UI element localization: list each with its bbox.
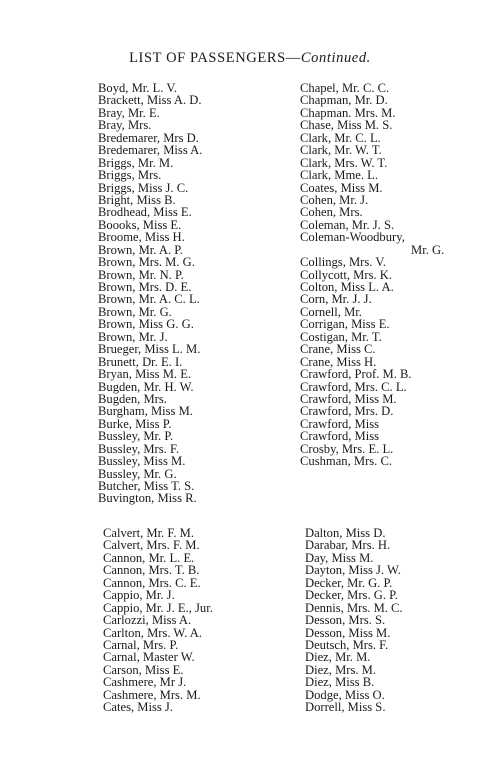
passenger-entry: Carlton, Mrs. W. A. <box>103 625 203 640</box>
passenger-entry: Collycott, Mrs. K. <box>300 267 393 282</box>
passenger-entry: Briggs, Miss J. C. <box>98 180 189 195</box>
passenger-entry: Clark, Mme. L. <box>300 168 378 183</box>
passenger-column-right-bottom <box>305 527 403 714</box>
passenger-entry: Deutsch, Mrs. F. <box>305 637 389 652</box>
passenger-entry: Bussley, Mr. G. <box>98 466 177 481</box>
passenger-entry: Cashmere, Mr J. <box>103 675 187 690</box>
passenger-entry: Dayton, Miss J. W. <box>305 563 401 578</box>
passenger-entry: Calvert, Mrs. F. M. <box>103 538 200 553</box>
passenger-entry: Diez, Mrs. M. <box>305 662 377 677</box>
passenger-column-left-bottom <box>103 527 213 714</box>
passenger-entry: Cannon, Mrs. C. E. <box>103 575 201 590</box>
passenger-entry: Brodhead, Miss E. <box>98 205 192 220</box>
passenger-entry: Mr. G. <box>411 242 445 257</box>
passenger-entry: Decker, Mr. G. P. <box>305 575 393 590</box>
passenger-entry: Bussley, Mr. P. <box>98 429 174 444</box>
passenger-entry: Cappio, Mr. J. E., Jur. <box>103 600 213 615</box>
passenger-entry: Burke, Miss P. <box>98 416 172 431</box>
passenger-entry: Cappio, Mr. J. <box>103 588 175 603</box>
passenger-entry: Desson, Mrs. S. <box>305 613 386 628</box>
passenger-entry: Bright, Miss B. <box>98 192 176 207</box>
passenger-entry: Corrigan, Miss E. <box>300 317 390 332</box>
passenger-entry: Chapman. Mrs. M. <box>300 105 396 120</box>
passenger-entry: Bussley, Mrs. F. <box>98 441 180 456</box>
passenger-entry: Dodge, Miss O. <box>305 687 385 702</box>
passenger-entry: Cohen, Mrs. <box>300 205 363 220</box>
passenger-entry: Brown, Mr. N. P. <box>98 267 184 282</box>
passenger-entry: Dennis, Mrs. M. C. <box>305 600 403 615</box>
passenger-entry: Dalton, Miss D. <box>305 526 386 540</box>
passenger-column-left-top <box>98 82 202 505</box>
passenger-entry: Clark, Mr. W. T. <box>300 143 382 158</box>
passenger-entry: Burgham, Miss M. <box>98 404 193 419</box>
passenger-entry: Calvert, Mr. F. M. <box>103 526 194 540</box>
passenger-entry: Crawford, Mrs. C. L. <box>300 379 407 394</box>
passenger-entry: Crawford, Miss <box>300 416 380 431</box>
passenger-entry: Brown, Mr. J. <box>98 329 168 344</box>
passenger-entry: Costigan, Mr. T. <box>300 329 382 344</box>
passenger-entry: Brown, Mr. G. <box>98 304 172 319</box>
title-main: LIST OF PASSENGERS— <box>129 50 301 66</box>
passenger-entry: Chapel, Mr. C. C. <box>300 81 390 95</box>
passenger-entry: Crawford, Miss <box>300 429 380 444</box>
passenger-entry: Carson, Miss E. <box>103 662 184 677</box>
passenger-entry: Day, Miss M. <box>305 550 374 565</box>
passenger-entry: Cannon, Mr. L. E. <box>103 550 195 565</box>
passenger-entry: Brown, Mr. A. C. L. <box>98 292 200 307</box>
passenger-entry: Bray, Mr. E. <box>98 105 160 120</box>
passenger-entry: Coates, Miss M. <box>300 180 383 195</box>
passenger-entry: Darabar, Mrs. H. <box>305 538 391 553</box>
passenger-entry: Decker, Mrs. G. P. <box>305 588 398 603</box>
passenger-entry: Boooks, Miss E. <box>98 217 182 232</box>
passenger-entry: Carnal, Master W. <box>103 650 195 665</box>
passenger-entry: Cates, Miss J. <box>103 700 173 715</box>
passenger-entry: Bredemarer, Mrs D. <box>98 130 199 145</box>
passenger-entry: Briggs, Mr. M. <box>98 155 174 170</box>
passenger-entry: Collings, Mrs. V. <box>300 255 386 270</box>
passenger-column-right-top <box>300 82 444 468</box>
passenger-entry: Brown, Mrs. M. G. <box>98 255 195 270</box>
passenger-entry: Crane, Miss C. <box>300 342 376 357</box>
page-title <box>0 50 500 67</box>
passenger-entry: Crosby, Mrs. E. L. <box>300 441 394 456</box>
passenger-entry: Carlozzi, Miss A. <box>103 613 192 628</box>
passenger-entry: Clark, Mr. C. L. <box>300 130 381 145</box>
passenger-entry: Brown, Miss G. G. <box>98 317 194 332</box>
passenger-entry: Cashmere, Mrs. M. <box>103 687 201 702</box>
passenger-entry: Brown, Mr. A. P. <box>98 242 184 257</box>
title-continued: Continued. <box>300 50 371 66</box>
passenger-entry: Butcher, Miss T. S. <box>98 479 195 493</box>
passenger-entry: Chapman, Mr. D. <box>300 93 388 108</box>
passenger-entry: Brackett, Miss A. D. <box>98 93 202 108</box>
passenger-entry: Coleman-Woodbury, <box>300 230 405 245</box>
passenger-entry: Bryan, Miss M. E. <box>98 367 192 382</box>
passenger-entry: Coleman, Mr. J. S. <box>300 217 395 232</box>
passenger-entry: Bray, Mrs. <box>98 118 152 133</box>
passenger-entry: Broome, Miss H. <box>98 230 185 245</box>
passenger-entry: Crawford, Prof. M. B. <box>300 367 412 382</box>
passenger-entry: Diez, Mr. M. <box>305 650 371 665</box>
passenger-entry: Carnal, Mrs. P. <box>103 637 179 652</box>
passenger-entry: Crawford, Miss M. <box>300 391 397 406</box>
passenger-entry: Cushman, Mrs. C. <box>300 454 393 469</box>
passenger-entry: Colton, Miss L. A. <box>300 280 394 294</box>
passenger-entry: Bredemarer, Miss A. <box>98 143 203 158</box>
passenger-entry: Chase, Miss M. S. <box>300 118 393 133</box>
passenger-entry: Diez, Miss B. <box>305 675 375 690</box>
passenger-entry: Crawford, Mrs. D. <box>300 404 394 419</box>
passenger-entry: Cohen, Mr. J. <box>300 192 369 207</box>
passenger-entry: Briggs, Mrs. <box>98 168 162 183</box>
passenger-entry: Desson, Miss M. <box>305 625 391 640</box>
passenger-entry: Brueger, Miss L. M. <box>98 342 201 357</box>
passenger-entry: Clark, Mrs. W. T. <box>300 155 388 170</box>
passenger-entry: Cannon, Mrs. T. B. <box>103 563 200 578</box>
passenger-entry: Bussley, Miss M. <box>98 454 186 469</box>
passenger-entry: Crane, Miss H. <box>300 354 377 369</box>
passenger-entry: Cornell, Mr. <box>300 304 362 319</box>
passenger-entry: Brown, Mrs. D. E. <box>98 280 192 294</box>
passenger-entry: Corn, Mr. J. J. <box>300 292 372 307</box>
passenger-entry: Buvington, Miss R. <box>98 491 197 506</box>
passenger-entry: Brunett, Dr. E. I. <box>98 354 183 369</box>
passenger-entry: Bugden, Mr. H. W. <box>98 379 194 394</box>
passenger-entry: Bugden, Mrs. <box>98 391 167 406</box>
passenger-entry: Dorrell, Miss S. <box>305 700 386 715</box>
passenger-entry: Boyd, Mr. L. V. <box>98 81 177 95</box>
